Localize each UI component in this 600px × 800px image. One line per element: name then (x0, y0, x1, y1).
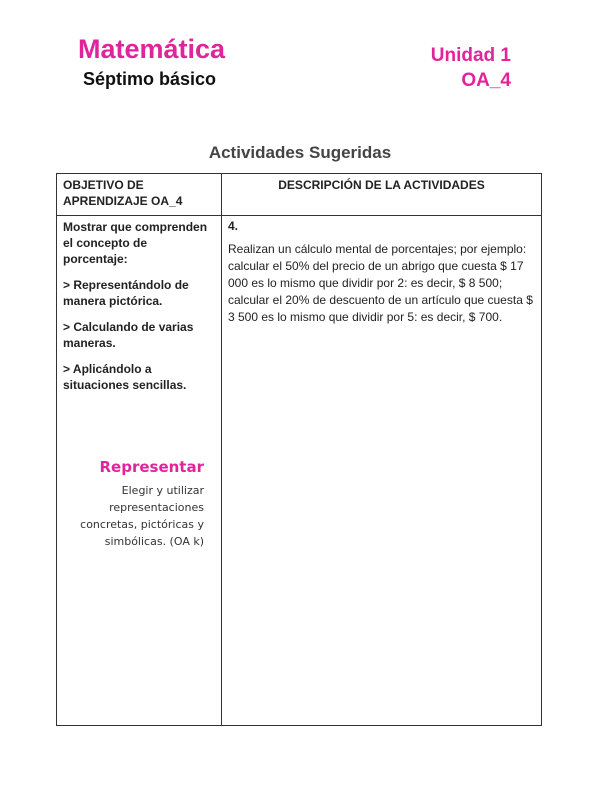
skill-title: Representar (99, 458, 204, 476)
activity-description: Realizan un cálculo mental de porcentajes; por ejemplo: calcular el 50% del precio de un abrigo que cuesta $ 17 000 es lo mismo que dividir por 2: es decir, $ 8 500; calcular el 20% de descuento de un artículo que cuesta $ 3 500 es lo mismo que dividir por 5: es decir, $ 700. (228, 242, 533, 324)
skill-description: Elegir y utilizar representaciones concretas, pictóricas y simbólicas. (OA k) (80, 484, 204, 548)
objective-item: > Aplicándolo a situaciones sencillas. (63, 362, 187, 392)
skill-block (63, 458, 204, 550)
oa-label: OA_4 (461, 70, 511, 91)
column-divider (221, 174, 222, 725)
objective-item: > Representándolo de manera pictórica. (63, 278, 189, 308)
description-column-header: DESCRIPCIÓN DE LA ACTIVIDADES (278, 178, 485, 192)
subject-title: Matemática (78, 34, 226, 64)
objectives-list (63, 219, 215, 403)
unit-label: Unidad 1 (430, 45, 511, 66)
header-divider (57, 215, 541, 216)
objective-item: > Calculando de varias maneras. (63, 320, 194, 350)
objective-intro: Mostrar que comprenden el concepto de porcentaje: (63, 220, 208, 266)
page-title: Actividades Sugeridas (208, 143, 392, 162)
objective-column-header: OBJETIVO DE APRENDIZAJE OA_4 (63, 178, 183, 208)
activities-table (56, 173, 542, 726)
grade-level: Séptimo básico (83, 69, 217, 89)
activity-number: 4. (228, 219, 239, 233)
